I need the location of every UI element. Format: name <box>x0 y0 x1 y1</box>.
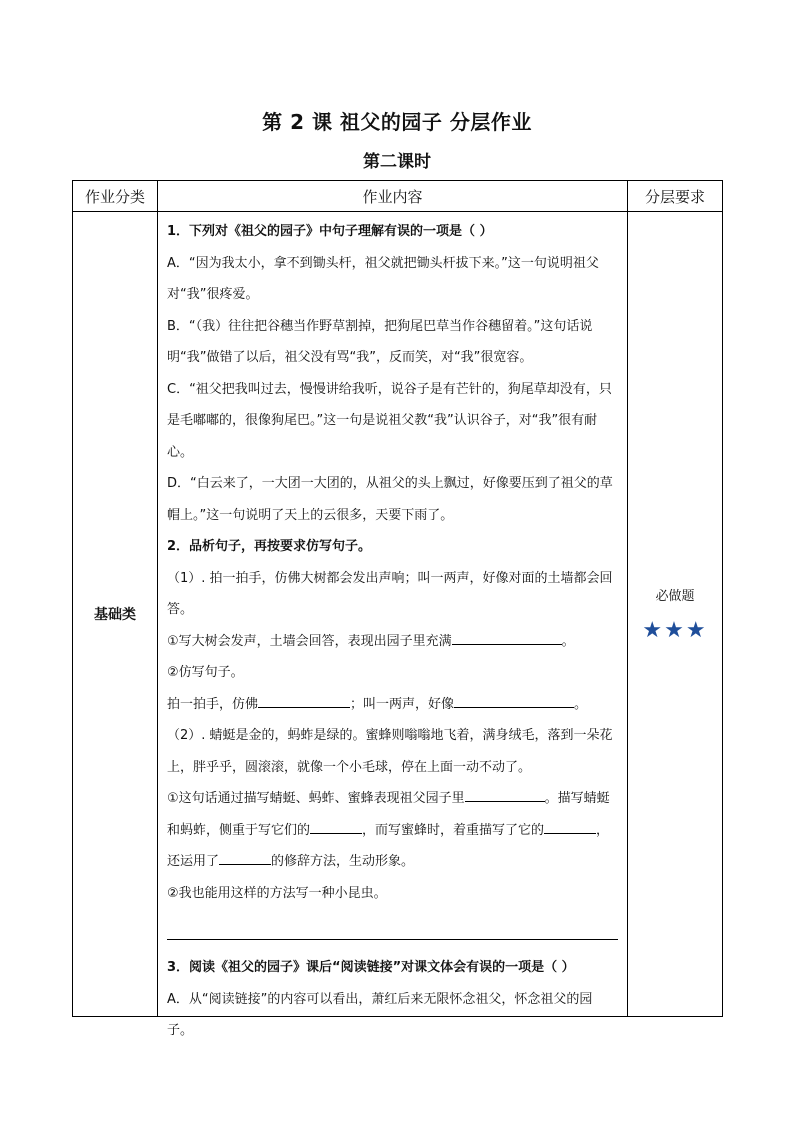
header-content: 作业内容 <box>158 181 628 212</box>
period: 。 <box>561 633 575 649</box>
answer-blank[interactable] <box>465 788 545 802</box>
requirement-label: 必做题 <box>655 589 695 604</box>
content-cell <box>158 212 628 1038</box>
answer-blank[interactable] <box>452 631 562 645</box>
q1-option-d: D．“白云来了，一大团一大团的，从祖父的头上飘过，好像要压到了祖父的草帽上。”这一句说明了天上的云很多，天要下雨了。 <box>167 476 613 523</box>
q2-part1-c <box>167 689 618 721</box>
q3-option-a: A．从“阅读链接”的内容可以看出，萧红后来无限怀念祖父，怀念祖父的园子。 <box>167 991 593 1038</box>
q2-part1-text: （1）. 拍一拍手，仿佛大树都会发出声响；叫一两声，好像对面的土墙都会回答。 <box>167 570 613 617</box>
q2-part1-c-mid: ；叫一两声，好像 <box>350 696 455 712</box>
q2-part2-a-2: 。描写蜻蜓和蚂蚱，侧重于写它们的 <box>167 791 610 838</box>
answer-blank[interactable] <box>544 820 596 834</box>
q2-part2-a-5: 的修辞方法，生动形象。 <box>271 854 415 869</box>
q2-part2-a-1: ①这句话通过描写蜻蜓、蚂蚱、蜜蜂表现祖父园子里 <box>167 791 465 806</box>
q2-part2-a-3: ，而写蜜蜂时，着重描写了它的 <box>362 822 545 838</box>
q2-part1-c-pre: 拍一拍手，仿佛 <box>167 696 259 712</box>
q1-option-a: A．“因为我太小，拿不到锄头杆，祖父就把锄头杆拔下来。”这一句说明祖父对“我”很疼爱。 <box>167 255 599 302</box>
period: 。 <box>574 696 588 712</box>
q2-part2-b: ②我也能用这样的方法写一种小昆虫。 <box>167 885 387 901</box>
question-3-title: 3．阅读《祖父的园子》课后“阅读链接”对课文体会有误的一项是（ ） <box>167 960 575 975</box>
category-cell <box>73 212 158 1017</box>
answer-blank[interactable] <box>310 820 362 834</box>
homework-table <box>72 180 723 1038</box>
page-title: 第 2 课 祖父的园子 分层作业 <box>262 110 532 134</box>
q2-part2-a <box>167 783 618 878</box>
q1-option-c: C．“祖父把我叫过去，慢慢讲给我听，说谷子是有芒针的，狗尾草却没有，只是毛嘟嘟的，很像狗尾巴。”这一句是说祖父教“我”认识谷子，对“我”很有耐心。 <box>167 381 612 460</box>
answer-blank[interactable] <box>454 694 574 708</box>
question-1-title: 1．下列对《祖父的园子》中句子理解有误的一项是（ ） <box>167 224 493 239</box>
star-rating-icon: ★★★ <box>642 618 708 643</box>
category-label: 基础类 <box>94 607 136 623</box>
q2-part1-a <box>167 626 618 658</box>
page-subtitle: 第二课时 <box>363 152 431 172</box>
question-2-title: 2．品析句子，再按要求仿写句子。 <box>167 539 372 554</box>
q2-part2-text: （2）. 蜻蜓是金的，蚂蚱是绿的。蜜蜂则嗡嗡地飞着，满身绒毛，落到一朵花上，胖乎乎，圆滚滚，就像一个小毛球，停在上面一动不动了。 <box>167 728 613 775</box>
q2-part1-b: ②仿写句子。 <box>167 665 244 680</box>
table-row <box>73 212 723 1017</box>
q1-option-b: B．“（我）往往把谷穗当作野草割掉，把狗尾巴草当作谷穗留着。”这句话说明“我”做错了以后，祖父没有骂“我”，反而笑，对“我”很宽容。 <box>167 318 593 365</box>
answer-blank[interactable] <box>258 694 350 708</box>
table-header-row <box>73 181 723 212</box>
header-requirement: 分层要求 <box>628 181 723 212</box>
answer-blank[interactable] <box>219 851 271 865</box>
q2-part2-a-4: ，还运用了 <box>167 822 610 869</box>
q2-part1-a-text: ①写大树会发声，土墙会回答，表现出园子里充满 <box>167 633 452 649</box>
requirement-cell <box>628 212 723 1017</box>
header-category: 作业分类 <box>73 181 158 212</box>
answer-line[interactable] <box>167 917 618 940</box>
